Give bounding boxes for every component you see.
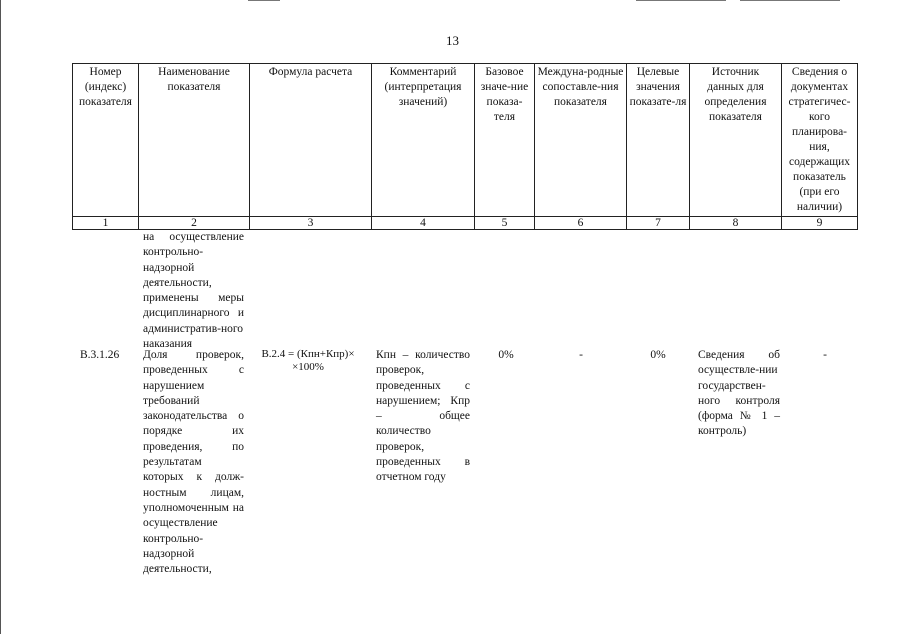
base-value: 0%: [498, 349, 514, 361]
international-comparison: -: [579, 349, 583, 361]
column-number: 3: [250, 217, 372, 230]
column-header: Наименование показателя: [139, 64, 250, 217]
column-header: Источник данных для определения показателя: [690, 64, 782, 217]
target-value: 0%: [650, 349, 666, 361]
formula: [252, 348, 364, 374]
column-header: Формула расчета: [250, 64, 372, 217]
column-number: 4: [372, 217, 475, 230]
strategic-documents: -: [823, 349, 827, 361]
indicator-name: Доля проверок, проведенных с нарушением требований законодательства о порядке их проведения, по результатам которых к долж-ностным лицам, уполномоченным на осуществление контрольно-надзорной деятельности,: [143, 349, 244, 576]
scan-top-mark: [740, 0, 840, 1]
scan-edge-line: [0, 0, 1, 634]
column-header: Междуна-родные сопоставле-ния показателя: [535, 64, 627, 217]
indicator-table-header: [72, 63, 858, 230]
formula-line: ×100%: [292, 361, 324, 373]
column-number-row: [73, 217, 858, 230]
column-number: 2: [139, 217, 250, 230]
column-header: Целевые значения показате-ля: [627, 64, 690, 217]
page-number: 13: [446, 33, 459, 48]
data-source: Сведения об осуществле-нии государствен-ного контроля (форма № 1 – контроль): [698, 349, 780, 438]
column-header: Сведения о документах стратегичес-кого планирова-ния, содержащих показатель (при его наличии): [782, 64, 858, 217]
column-number: 5: [475, 217, 535, 230]
column-number: 7: [627, 217, 690, 230]
formula-line: В.2.4 = (Кпн+Кпр)×: [261, 348, 355, 360]
header-row: [73, 64, 858, 217]
continuation-text: на осуществление контрольно-надзорной деятельности, применены меры дисциплинарного и административ-ного наказания: [143, 231, 244, 351]
column-number: 1: [73, 217, 139, 230]
column-header: Базовое значе-ние показа-теля: [475, 64, 535, 217]
scan-top-mark: [636, 0, 726, 1]
column-number: 8: [690, 217, 782, 230]
column-header: Номер (индекс) показателя: [73, 64, 139, 217]
column-number: 9: [782, 217, 858, 230]
scan-top-mark: [248, 0, 280, 1]
column-header: Комментарий (интерпретация значений): [372, 64, 475, 217]
comment-text: Кпн – количество проверок, проведенных с нарушением; Кпр – общее количество проверок, проведенных в отчетном году: [376, 349, 470, 484]
column-number: 6: [535, 217, 627, 230]
row-index: В.3.1.26: [80, 349, 120, 361]
